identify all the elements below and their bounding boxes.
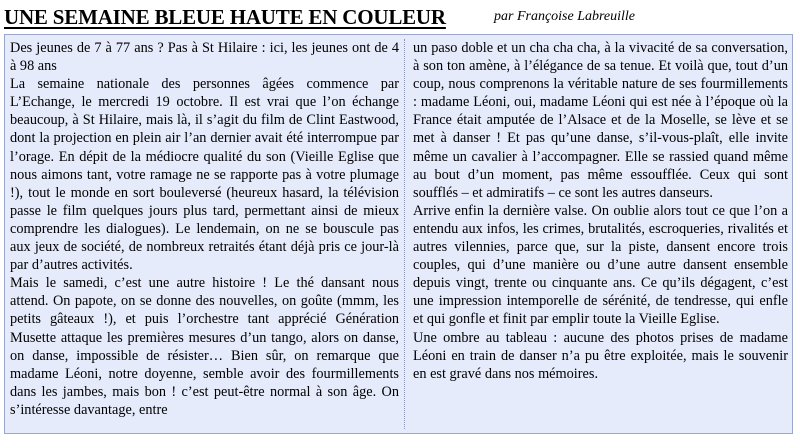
column-divider [404,39,405,429]
article-title: UNE SEMAINE BLEUE HAUTE EN COULEUR [4,5,446,29]
paragraph-intro: Des jeunes de 7 à 77 ans ? Pas à St Hilaire : ici, les jeunes ont de 4 à 98 ans [10,40,399,75]
paragraph-valse: Arrive enfin la dernière valse. On oublie alors tout ce que l’on a entendu aux infos, les crimes, brutalités, escroqueries, rivalités et autres vilennies, parce que, sur la piste, dansent encore trois couples, qui d’une manière ou d’une autre dansent ensemble depuis vingt, trente ou cinquante ans. Ce qu’ils dégagent, c’est une impression intemporelle de sérénité, de tendresse, qui enfle et qui gonfle et finit par emplir toute la Vieille Eglise. [413,202,788,328]
left-column [10,39,399,419]
author-byline: par Françoise Labreuille [494,9,636,24]
paragraph-leoni: un paso doble et un cha cha cha, à la vivacité de sa conversation, à son ton amène, à l’élégance de sa tenue. Et voilà que, tout d’un coup, nous comprenons la véritable nature de ses fourmillements : madame Léoni, oui, madame Léoni qui est née à l’époque où la France était amputée de l’Alsace et de la Moselle, se lève et se met à danser ! Et pas qu’une danse, s’il-vous-plaît, elle invite même un cavalier à l’accompagner. Elle se rassied quand même au bout d’un moment, pas même essoufflée. Ceux qui sont soufflés – et admiratifs – ce sont les autres danseurs. [413,40,788,201]
paragraph-samedi: Mais le samedi, c’est une autre histoire ! Le thé dansant nous attend. On papote, on se donne des nouvelles, on goûte (mmm, les petits gâteaux !), et puis l’orchestre tant apprécié Génération Musette attaque les premières mesures d’un tango, alors on danse, on danse, impossible de résister… Bien sûr, on remarque que madame Léoni, notre doyenne, semble avoir des fourmillements dans les jambes, mais bon ! c’est peut-être normal à son âge. On s’intéresse davantage, entre [10,275,399,418]
paragraph-ombre: Une ombre au tableau : aucune des photos prises de madame Léoni en train de danser n’a pu être exploitée, mais le souvenir en est gravé dans nos mémoires. [413,329,788,382]
article-frame [4,34,793,434]
article-header [4,4,796,32]
paragraph-semaine: La semaine nationale des personnes âgées commence par L’Echange, le mercredi 19 octobre. Il est vrai que l’on échange beaucoup, à St Hilaire, mais là, il s’agit du film de Clint Eastwood, dont la projection en plein air l’an dernier avait été interrompue par l’orage. En dépit de la médiocre qualité du son (Vieille Eglise que nous aimons tant, votre ramage ne se rapporte pas à votre plumage !), tout le monde en sort bouleversé (heureux hasard, la télévision passe le film quelques jours plus tard, permettant ainsi de mieux comprendre les dialogues). Le lendemain, on ne se bouscule pas aux jeux de société, de nombreux retraités étant déjà pris ce jour-là par d’autres activités. [10,76,399,274]
right-column [413,39,788,383]
